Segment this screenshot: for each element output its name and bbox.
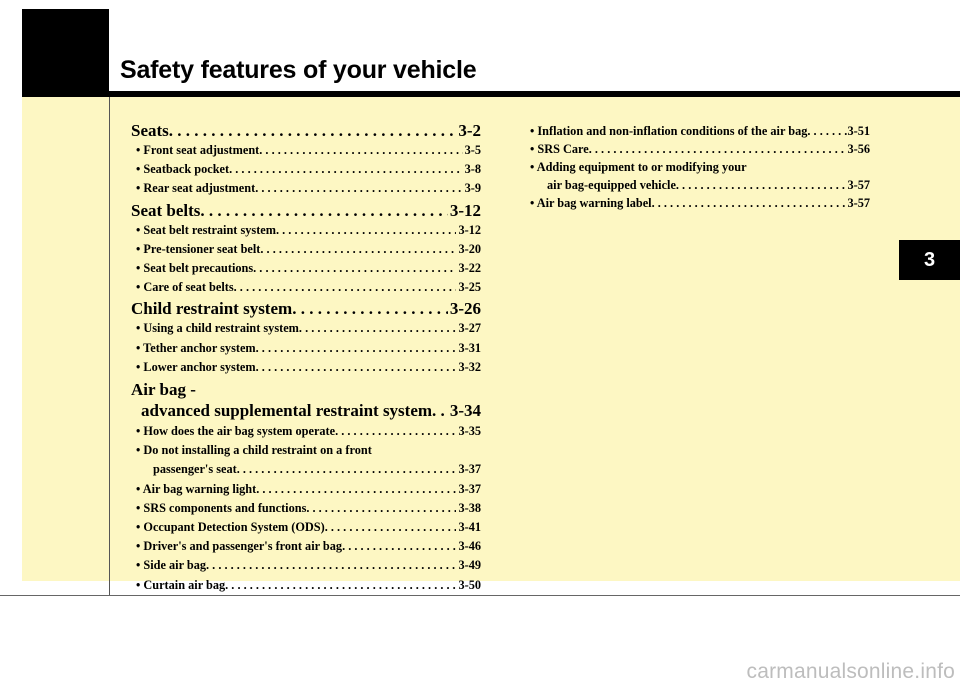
toc-item[interactable]: [131, 537, 481, 556]
page-number: 3-8: [464, 162, 481, 177]
page-number: 3-27: [458, 321, 481, 336]
page-number: 3-22: [458, 261, 481, 276]
page-number: 3-57: [847, 196, 870, 210]
toc-label: • Using a child restraint system: [136, 321, 299, 336]
toc-right-column: [530, 122, 870, 212]
leader-dots: [589, 140, 846, 158]
toc-item[interactable]: [131, 499, 481, 518]
page-number: 3-56: [847, 142, 870, 156]
black-corner-tab: [22, 9, 109, 97]
page-title: Safety features of your vehicle: [120, 56, 477, 84]
toc-item[interactable]: [131, 221, 481, 240]
toc-item[interactable]: [131, 179, 481, 198]
toc-label: • Inflation and non-inflation conditions of the air bag: [530, 124, 808, 138]
toc-label: passenger's seat: [153, 462, 237, 477]
leader-dots: [169, 121, 457, 141]
page-number: 3-41: [458, 520, 481, 535]
toc-label: • Lower anchor system: [136, 359, 256, 374]
toc-item-wrapped: [530, 158, 870, 194]
toc-label: Child restraint system: [131, 299, 293, 319]
page-number: 3-57: [847, 178, 870, 192]
page-number: 3-35: [458, 424, 481, 439]
leader-dots: [432, 400, 448, 422]
chapter-tab[interactable]: 3: [899, 240, 960, 280]
leader-dots: [652, 194, 846, 212]
toc-label: • Front seat adjustment: [136, 143, 260, 157]
toc-label: Seats: [131, 121, 169, 140]
page-number: 3-12: [458, 222, 481, 237]
toc-label: • Tether anchor system: [136, 340, 256, 355]
toc-section[interactable]: [131, 201, 481, 221]
toc-label: • Air bag warning light: [136, 481, 257, 496]
toc-left-column: [131, 121, 481, 595]
leader-dots: [256, 339, 457, 358]
toc-item[interactable]: [136, 460, 481, 479]
page-number: 3-25: [458, 280, 481, 295]
toc-item[interactable]: [530, 176, 870, 194]
toc-item[interactable]: [530, 140, 870, 158]
toc-label: • Seatback pocket: [136, 162, 230, 177]
toc-section-head: Air bag -: [131, 380, 196, 400]
toc-label-line: • Do not installing a child restraint on a front: [136, 443, 372, 458]
page-number: 3-37: [458, 481, 481, 496]
leader-dots: [256, 480, 456, 499]
toc-label: • Curtain air bag: [136, 577, 226, 592]
leader-dots: [306, 499, 456, 518]
toc-label: • Driver's and passenger's front air bag: [136, 539, 343, 554]
toc-label: advanced supplemental restraint system: [141, 401, 433, 421]
leader-dots: [206, 556, 456, 575]
leader-dots: [260, 240, 456, 259]
leader-dots: [225, 576, 456, 595]
page-number: 3-34: [449, 401, 481, 421]
toc-item[interactable]: [131, 518, 481, 537]
toc-label: • SRS components and functions: [136, 500, 307, 515]
toc-item[interactable]: [131, 240, 481, 259]
page-number: 3-2: [458, 121, 481, 140]
toc-section[interactable]: [131, 400, 481, 422]
toc-label: • How does the air bag system operate: [136, 424, 336, 439]
toc-label: air bag-equipped vehicle: [547, 178, 676, 192]
toc-label: • Occupant Detection System (ODS): [136, 520, 325, 535]
footer-rule: [0, 595, 960, 596]
toc-item[interactable]: [530, 122, 870, 140]
leader-dots: [234, 278, 457, 297]
page-number: 3-37: [458, 462, 481, 477]
leader-dots: [255, 179, 462, 198]
toc-item[interactable]: [131, 576, 481, 595]
toc-item[interactable]: [131, 160, 481, 179]
toc-label: • Rear seat adjustment: [136, 181, 256, 196]
page-number: 3-5: [464, 143, 481, 157]
toc-label: • Pre-tensioner seat belt: [136, 241, 261, 256]
toc-item[interactable]: [131, 358, 481, 377]
watermark: carmanualsonline.info: [746, 660, 955, 683]
leader-dots: [342, 537, 456, 556]
toc-section[interactable]: [131, 121, 481, 141]
page-number: 3-9: [464, 181, 481, 196]
toc-item[interactable]: [131, 556, 481, 575]
toc-item[interactable]: [530, 194, 870, 212]
page-number: 3-46: [458, 539, 481, 554]
page-number: 3-20: [458, 241, 481, 256]
leader-dots: [299, 319, 457, 338]
toc-item[interactable]: [131, 480, 481, 499]
toc-label: • SRS Care: [530, 142, 589, 156]
toc-section[interactable]: [131, 299, 481, 319]
toc-item[interactable]: [131, 278, 481, 297]
leader-dots: [253, 259, 456, 278]
toc-label: • Air bag warning label: [530, 196, 652, 210]
toc-item[interactable]: [131, 319, 481, 338]
margin-divider: [109, 97, 110, 595]
toc-label: • Side air bag: [136, 558, 207, 573]
page-number: 3-49: [458, 558, 481, 573]
leader-dots: [807, 122, 847, 140]
toc-item[interactable]: [131, 339, 481, 358]
toc-label: • Seat belt restraint system: [136, 222, 276, 237]
toc-label: Seat belts: [131, 200, 201, 220]
leader-dots: [237, 460, 457, 479]
toc-item-wrapped: [131, 441, 481, 479]
leader-dots: [276, 221, 456, 240]
page-number: 3-50: [458, 577, 481, 592]
toc-item[interactable]: [131, 259, 481, 278]
toc-item[interactable]: [131, 141, 481, 160]
toc-label: • Care of seat belts: [136, 280, 234, 295]
page-number: 3-31: [458, 340, 481, 355]
leader-dots: [335, 422, 456, 441]
leader-dots: [256, 358, 457, 377]
leader-dots: [676, 176, 846, 194]
page-number: 3-32: [458, 359, 481, 374]
leader-dots: [292, 299, 448, 319]
leader-dots: [229, 160, 462, 179]
toc-label: • Seat belt precautions: [136, 261, 254, 276]
page-number: 3-26: [449, 299, 481, 319]
page-number: 3-12: [449, 200, 481, 220]
toc-item[interactable]: [131, 422, 481, 441]
toc-label-line: • Adding equipment to or modifying your: [530, 160, 747, 174]
leader-dots: [200, 201, 447, 221]
leader-dots: [325, 518, 457, 537]
leader-dots: [259, 141, 462, 160]
page-number: 3-38: [458, 500, 481, 515]
page-number: 3-51: [847, 124, 870, 138]
